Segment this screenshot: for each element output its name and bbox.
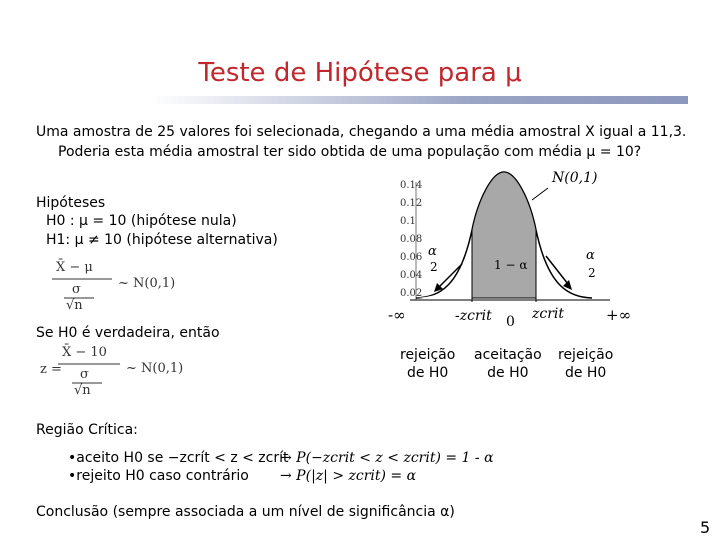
alpha-right: α [586, 248, 595, 263]
critical-region-heading: Região Crítica: [36, 422, 138, 438]
y-tick-1: 0.12 [400, 198, 423, 209]
pos-z-label: zcrit [532, 306, 565, 322]
pos-inf-label: +∞ [606, 306, 632, 324]
formula-numerator: X̄ − μ [56, 260, 93, 275]
y-tick-2: 0.1 [400, 216, 416, 227]
slide-title: Teste de Hipótese para μ [198, 58, 522, 88]
center-area-label: 1 − α [494, 258, 528, 272]
reject-rule: •rejeito H0 caso contrário [68, 468, 249, 484]
accept-rule: •aceito H0 se −zcrít < z < zcrít [68, 450, 289, 466]
accept-probability: → P(−zcrit < z < zcrit) = 1 - α [280, 450, 494, 466]
intro-line-2: Poderia esta média amostral ter sido obtida de uma população com média μ = 10? [58, 144, 642, 160]
acceptance-region [472, 172, 536, 298]
two-right: 2 [588, 266, 596, 280]
region-right-label: rejeição de H0 [558, 347, 614, 381]
page-number: 5 [700, 518, 711, 537]
formula2-z: z = [40, 362, 62, 377]
conclusion-text: Conclusão (sempre associada a um nível de significância α) [36, 504, 455, 520]
formula-sigma: σ [72, 282, 81, 297]
h1-line: H1: μ ≠ 10 (hipótese alternativa) [46, 232, 278, 248]
formula2-root: √n [74, 383, 91, 398]
formula-root: √n [66, 298, 83, 313]
dist-label: N(0,1) [552, 170, 598, 186]
formula2-bar [58, 362, 120, 366]
y-tick-4: 0.06 [400, 252, 423, 263]
formula-dist: ~ N(0,1) [118, 276, 176, 291]
dist-label-arrow [532, 188, 548, 200]
y-tick-5: 0.04 [400, 270, 423, 281]
formula-bar [52, 277, 112, 281]
y-tick-6: 0.02 [400, 288, 423, 299]
region-center-label: aceitação de H0 [474, 347, 542, 381]
if-true-text: Se H0 é verdadeira, então [36, 325, 220, 341]
hypotheses-heading: Hipóteses [36, 195, 106, 211]
y-tick-0: 0.14 [400, 180, 423, 191]
formula2-sigma: σ [80, 367, 89, 382]
neg-z-label: -zcrit [455, 308, 492, 324]
formula2-dist: ~ N(0,1) [126, 361, 184, 376]
y-tick-3: 0.08 [400, 234, 423, 245]
left-alpha-arrow [438, 264, 462, 288]
alpha-left: α [428, 244, 437, 259]
h0-line: H0 : μ = 10 (hipótese nula) [46, 213, 237, 229]
region-left-label: rejeição de H0 [400, 347, 456, 381]
two-left: 2 [430, 260, 438, 274]
neg-inf-label: -∞ [388, 306, 406, 324]
title-underline [150, 96, 688, 104]
intro-line-1: Uma amostra de 25 valores foi selecionada, chegando a uma média amostral X igual a 11,3. [36, 124, 687, 140]
zero-label: 0 [506, 314, 515, 330]
formula2-numerator: X̄ − 10 [62, 345, 107, 360]
reject-probability: → P(|z| > zcrit) = α [280, 468, 417, 484]
